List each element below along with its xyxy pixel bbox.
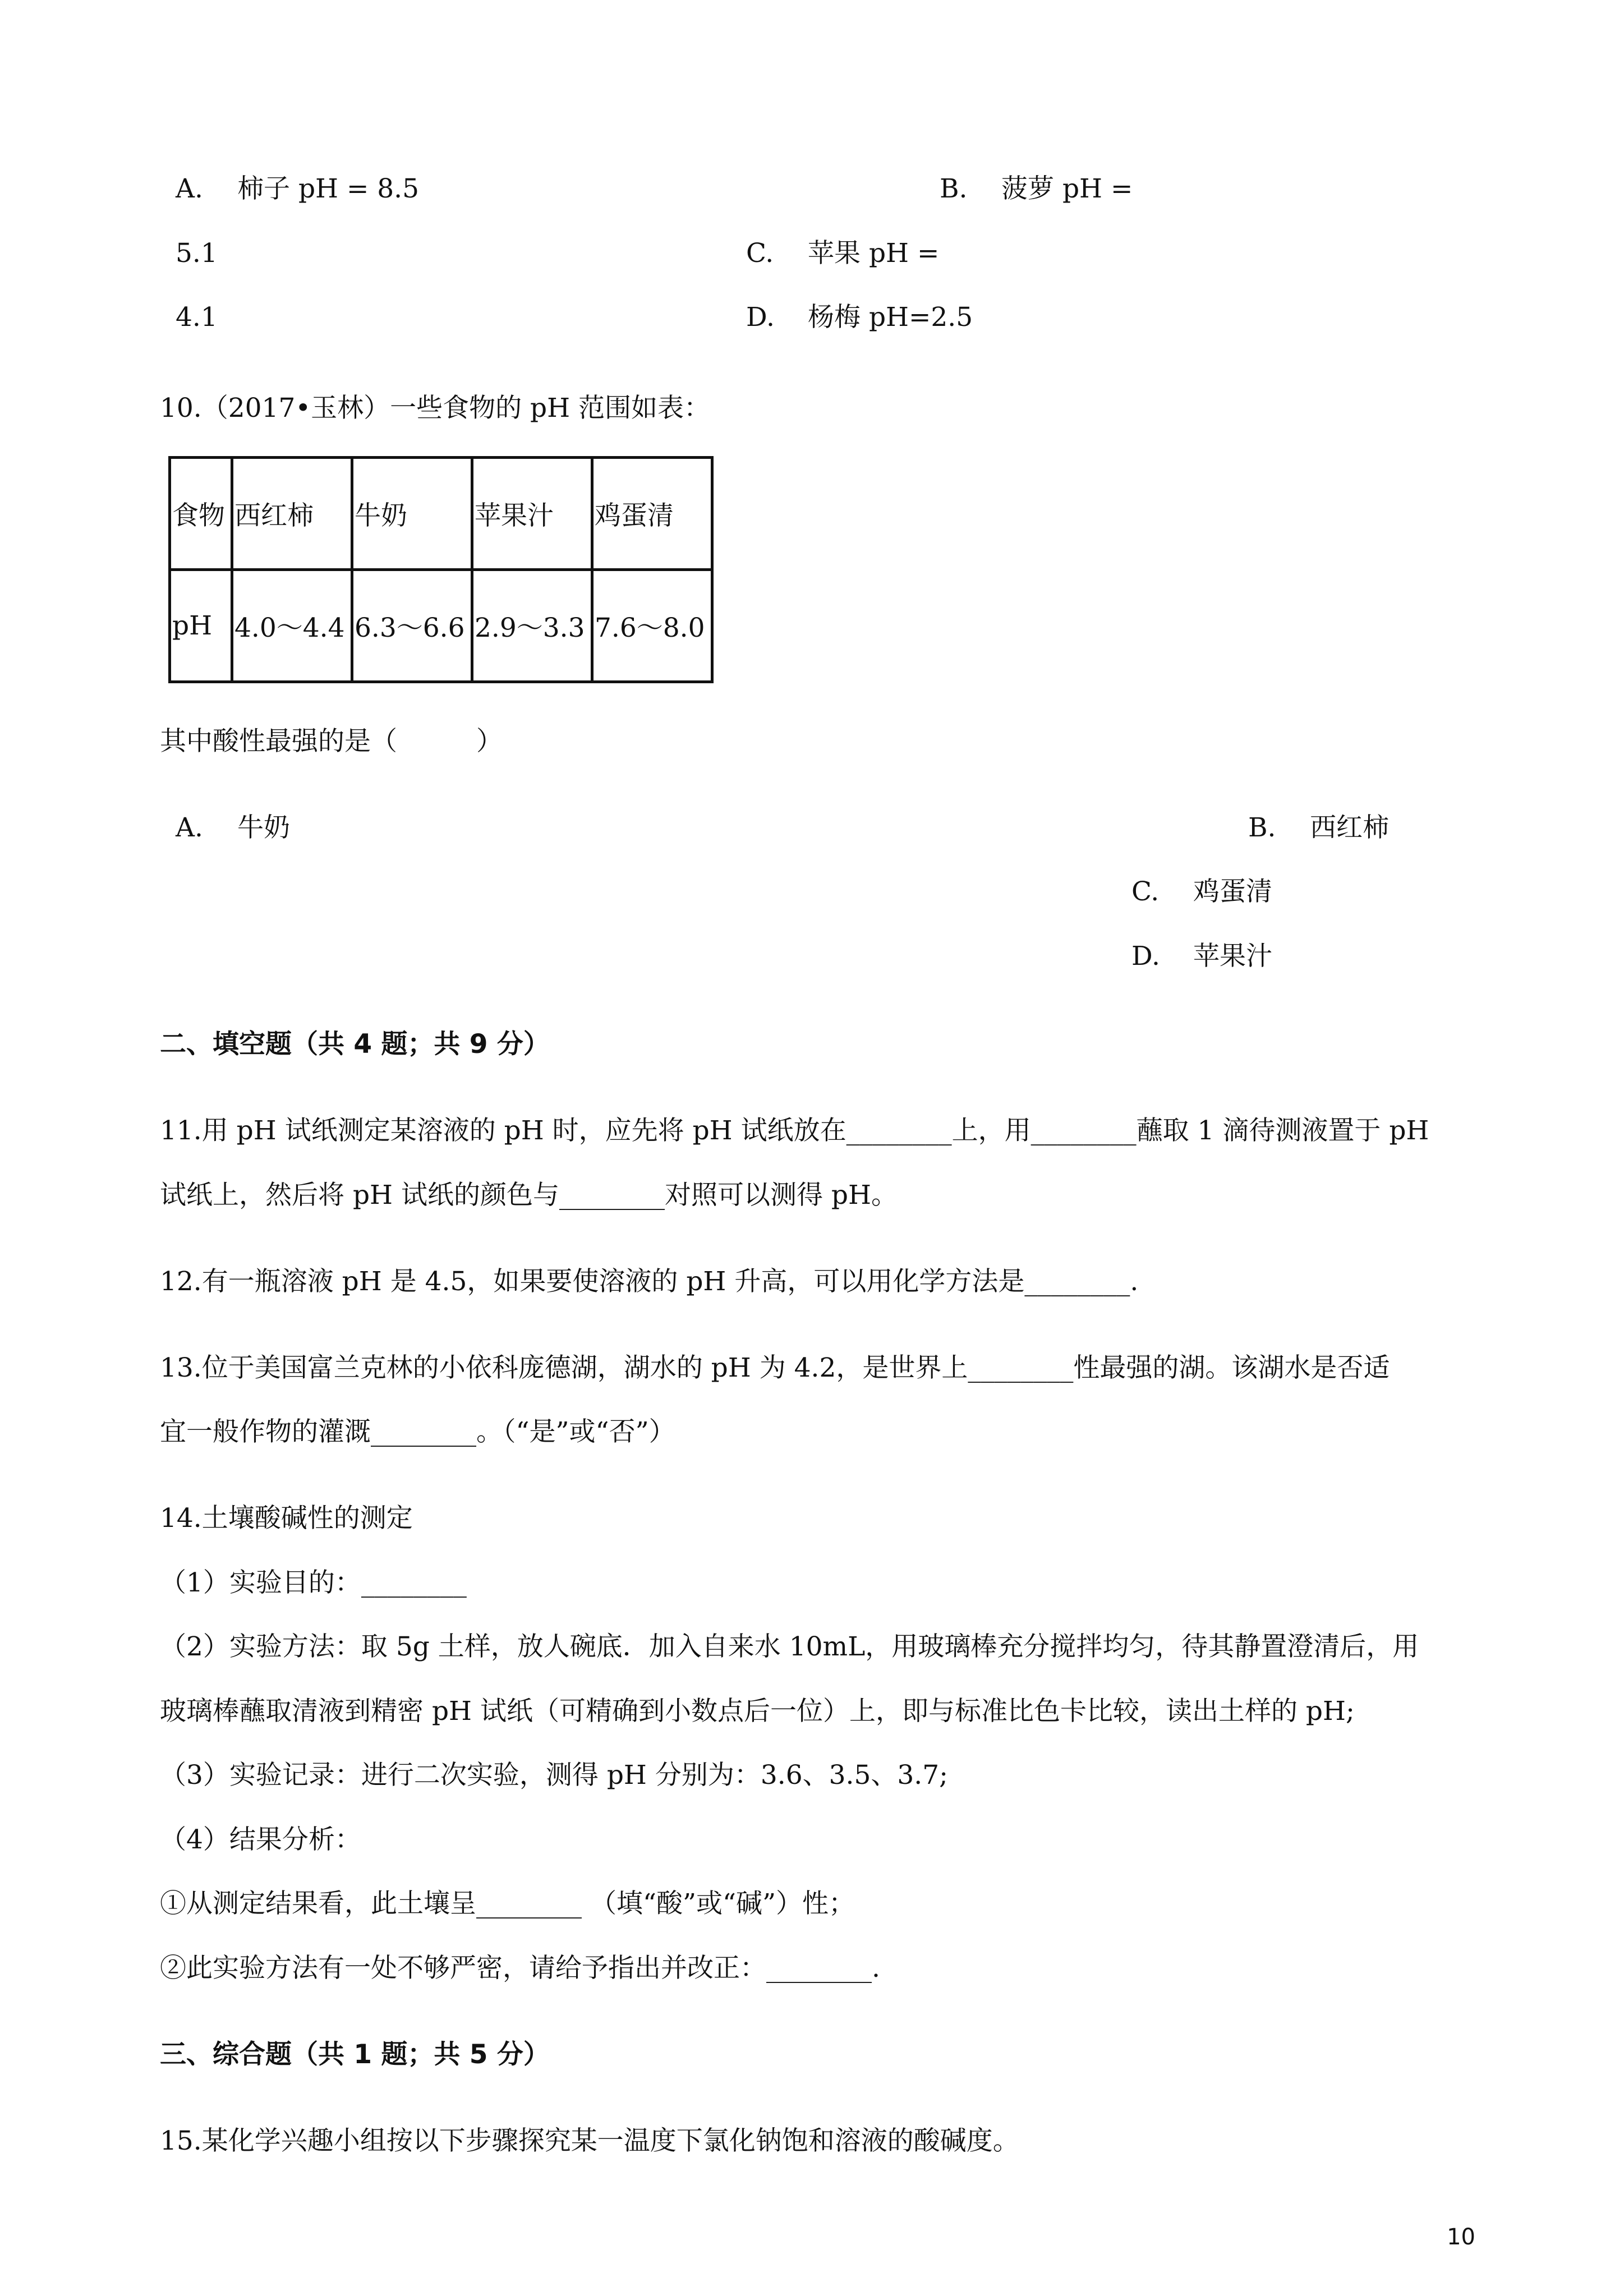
q10-stem: 10.（2017•玉林）一些食物的 pH 范围如表： (160, 393, 711, 424)
table-cell: 食物 (170, 458, 232, 570)
table-cell: 6.3～6.6 (352, 570, 472, 682)
q11-line-2: 试纸上，然后将 pH 试纸的颜色与________对照可以测得 pH。 (160, 1180, 898, 1211)
option-label: D. (1131, 941, 1160, 972)
table-cell: 鸡蛋清 (592, 458, 712, 570)
option-text: 牛奶 (237, 812, 290, 843)
page-number: 10 (1447, 2224, 1475, 2250)
table-cell: 7.6～8.0 (592, 570, 712, 682)
food-ph-table (168, 456, 714, 683)
option-label: C. (746, 238, 774, 269)
table-row (170, 458, 712, 570)
q13-line-1: 13.位于美国富兰克林的小依科庞德湖，湖水的 pH 为 4.2，是世界上________性最强的湖。该湖水是否适 (160, 1352, 1390, 1383)
q10-option-b (1248, 812, 1389, 843)
q9-option-b-continued: 5.1 (176, 238, 218, 269)
option-text: 鸡蛋清 (1193, 876, 1272, 907)
q14-part-1: （1）实验目的：________ (160, 1567, 467, 1598)
section-title: 二、填空题（共 4 题；共 9 分） (160, 1029, 550, 1060)
table-cell: 2.9～3.3 (472, 570, 592, 682)
q12: 12.有一瓶溶液 pH 是 4.5，如果要使溶液的 pH 升高，可以用化学方法是________. (160, 1266, 1139, 1297)
q9-option-a (176, 173, 420, 204)
table-row (170, 570, 712, 682)
q10-option-d (1131, 941, 1272, 972)
q10-option-a (176, 812, 290, 843)
q9-option-c (746, 238, 940, 269)
q9-option-b (940, 173, 1133, 204)
table-cell: 4.0～4.4 (232, 570, 352, 682)
table-cell: pH (170, 570, 232, 682)
table-cell: 西红柿 (232, 458, 352, 570)
q13-line-2: 宜一般作物的灌溉________。（“是”或“否”） (160, 1416, 675, 1447)
q14-title: 14.土壤酸碱性的测定 (160, 1503, 413, 1534)
option-text: 杨梅 pH=2.5 (808, 302, 973, 333)
option-text: 西红柿 (1310, 812, 1389, 843)
q14-part-3: （3）实验记录：进行二次实验，测得 pH 分别为：3.6、3.5、3.7; (160, 1760, 948, 1791)
option-text: 苹果 pH = (808, 238, 940, 269)
q15: 15.某化学兴趣小组按以下步骤探究某一温度下氯化钠饱和溶液的酸碱度。 (160, 2125, 1019, 2156)
q9-option-d (746, 302, 973, 333)
table-cell: 牛奶 (352, 458, 472, 570)
option-label: A. (176, 812, 203, 843)
q11-line-1: 11.用 pH 试纸测定某溶液的 pH 时，应先将 pH 试纸放在________上，用________蘸取 1 滴待测液置于 pH (160, 1115, 1429, 1146)
q14-part-4-a: ①从测定结果看，此土壤呈________ （填“酸”或“碱”）性； (160, 1888, 855, 1919)
q14-part-4: （4）结果分析： (160, 1824, 361, 1855)
q14-part-2-line-1: （2）实验方法：取 5g 土样，放人碗底．加入自来水 10mL，用玻璃棒充分搅拌均匀，待其静置澄清后，用 (160, 1631, 1419, 1662)
option-label: C. (1131, 876, 1160, 907)
option-text: 菠萝 pH = (1001, 173, 1133, 204)
q9-option-c-continued: 4.1 (176, 302, 218, 333)
option-text: 苹果汁 (1193, 941, 1272, 972)
section-title: 三、综合题（共 1 题；共 5 分） (160, 2039, 550, 2070)
q10-question: 其中酸性最强的是（ ） (160, 726, 503, 757)
option-label: D. (746, 302, 775, 333)
table-cell: 苹果汁 (472, 458, 592, 570)
option-label: B. (940, 173, 968, 204)
q14-part-2-line-2: 玻璃棒蘸取清液到精密 pH 试纸（可精确到小数点后一位）上，即与标准比色卡比较，读出土样的 pH; (160, 1696, 1355, 1727)
q14-part-4-b: ②此实验方法有一处不够严密，请给予指出并改正：________. (160, 1953, 880, 1984)
option-label: A. (176, 173, 203, 204)
option-label: B. (1248, 812, 1276, 843)
option-text: 柿子 pH = 8.5 (237, 173, 420, 204)
q10-option-c (1131, 878, 1272, 905)
